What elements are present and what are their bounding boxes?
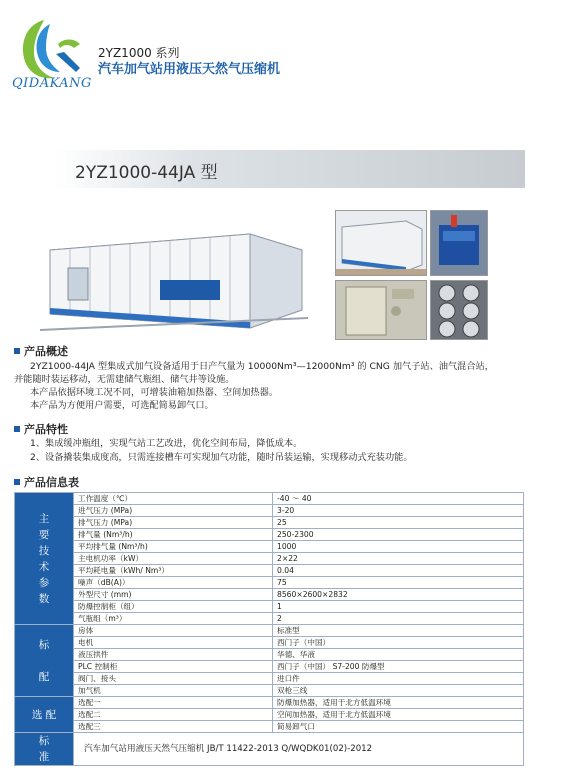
table-cell-value: 1 xyxy=(273,601,524,613)
overview-line-3: 本产品依据环境工况不同，可增装油箱加热器、空间加热器。 xyxy=(30,387,279,398)
brand-name: QIDAKANG xyxy=(12,76,92,91)
table-row xyxy=(15,625,524,637)
table-cell-name: 选配二 xyxy=(74,709,273,721)
table-cell-name: 选配一 xyxy=(74,697,273,709)
table-cell-value: 西门子（中国） S7-200 防爆型 xyxy=(273,661,524,673)
group-label-char: 标 xyxy=(38,638,50,651)
table-row xyxy=(15,697,524,709)
group-label-char: 标 xyxy=(38,735,50,747)
table-row xyxy=(15,541,524,553)
table-cell-name: 房体 xyxy=(74,625,273,637)
table-cell-name: 平均耗电量（kWh/ Nm³） xyxy=(74,565,273,577)
table-row xyxy=(15,721,524,733)
standard-text: 汽车加气站用液压天然气压缩机 JB/T 11422-2013 Q/WQDK01(02)-2012 xyxy=(74,733,524,766)
feature-line-1: 1、集成缓冲瓶组，实现气站工艺改进，优化空间布局，降低成本。 xyxy=(30,438,303,449)
table-cell-value: 75 xyxy=(273,577,524,589)
main-product-photo xyxy=(40,210,308,332)
table-cell-name: 主电机功率（kW） xyxy=(74,553,273,565)
square-bullet-icon xyxy=(14,348,20,354)
table-cell-value: 双枪三线 xyxy=(273,685,524,697)
overview-line-2: 并能随时装运移动，无需建储气瓶组、储气井等设施。 xyxy=(14,374,235,385)
group-label-char: 术 xyxy=(38,560,50,573)
table-cell-name: 气瓶组（m³） xyxy=(74,613,273,625)
table-row xyxy=(15,505,524,517)
table-cell-value: -40 ～ 40 xyxy=(273,493,524,505)
table-cell-value: 8560×2600×2832 xyxy=(273,589,524,601)
section-heading-overview xyxy=(14,343,68,359)
table-cell-value: 标准型 xyxy=(273,625,524,637)
table-cell-name: 排气压力 (MPa) xyxy=(74,517,273,529)
group-label-standard-config xyxy=(15,625,74,697)
square-bullet-icon xyxy=(14,426,20,432)
table-cell-value: 进口件 xyxy=(273,673,524,685)
section-heading-features xyxy=(14,421,68,437)
table-cell-name: 平均排气量 (Nm³/h) xyxy=(74,541,273,553)
table-row xyxy=(15,661,524,673)
group-label-char: 要 xyxy=(38,528,50,541)
table-row xyxy=(15,493,524,505)
table-row xyxy=(15,517,524,529)
photo-exterior xyxy=(335,210,427,276)
group-label-char: 配 xyxy=(38,670,50,683)
table-cell-name: 电机 xyxy=(74,637,273,649)
table-row xyxy=(15,553,524,565)
spec-heading-text: 产品信息表 xyxy=(24,476,79,489)
table-cell-name: 排气量 (Nm³/h) xyxy=(74,529,273,541)
group-label-char: 数 xyxy=(38,592,50,605)
series-label: 2YZ1000 系列 xyxy=(98,46,180,60)
photo-control-cabinet xyxy=(335,280,427,340)
group-label-char: 主 xyxy=(38,512,50,525)
table-row xyxy=(15,649,524,661)
table-row xyxy=(15,601,524,613)
table-row xyxy=(15,709,524,721)
table-cell-value: 2 xyxy=(273,613,524,625)
product-subtitle: 汽车加气站用液压天然气压缩机 xyxy=(98,62,281,77)
group-label-main-params xyxy=(15,493,74,625)
table-row xyxy=(15,637,524,649)
overview-line-4: 本产品为方便用户需要，可选配简易卸气口。 xyxy=(30,400,214,411)
group-label-standard xyxy=(15,733,74,766)
table-row xyxy=(15,733,524,766)
table-cell-value: 简易卸气口 xyxy=(273,721,524,733)
model-title: 2YZ1000-44JA 型 xyxy=(75,163,218,183)
square-bullet-icon xyxy=(14,479,20,485)
table-row xyxy=(15,589,524,601)
table-cell-name: 外型尺寸 (mm) xyxy=(74,589,273,601)
table-cell-name: 噪声（dB(A)） xyxy=(74,577,273,589)
table-cell-name: 工作温度（℃） xyxy=(74,493,273,505)
group-label-char: 准 xyxy=(38,751,50,763)
overview-heading-text: 产品概述 xyxy=(24,345,68,358)
table-cell-name: 加气机 xyxy=(74,685,273,697)
table-row xyxy=(15,673,524,685)
table-row xyxy=(15,565,524,577)
table-cell-name: 防爆控制柜（组） xyxy=(74,601,273,613)
photo-compressor-unit xyxy=(430,210,488,276)
table-cell-value: 0.04 xyxy=(273,565,524,577)
features-heading-text: 产品特性 xyxy=(24,423,68,436)
spec-table xyxy=(14,492,524,766)
table-cell-value: 250-2300 xyxy=(273,529,524,541)
table-cell-name: 进气压力 (MPa) xyxy=(74,505,273,517)
table-row xyxy=(15,613,524,625)
table-cell-value: 防爆加热器，适用于北方低温环境 xyxy=(273,697,524,709)
table-cell-value: 1000 xyxy=(273,541,524,553)
group-label-optional: 选 配 xyxy=(15,697,74,733)
table-cell-value: 3-20 xyxy=(273,505,524,517)
table-cell-value: 华德、华液 xyxy=(273,649,524,661)
overview-line-1: 2YZ1000-44JA 型集成式加气设备适用于日产气量为 10000Nm³—12000Nm³ 的 CNG 加气子站、油气混合站， xyxy=(30,361,494,372)
photo-gas-cylinders xyxy=(430,280,488,340)
section-heading-spec-table xyxy=(14,474,79,490)
table-cell-value: 2×22 xyxy=(273,553,524,565)
table-cell-name: 液压拱件 xyxy=(74,649,273,661)
table-cell-value: 空间加热器，适用于北方低温环境 xyxy=(273,709,524,721)
feature-line-2: 2、设备撬装集成度高，只需连接槽车可实现加气功能，随时吊装运输，实现移动式充装功能。 xyxy=(30,452,413,463)
table-cell-value: 西门子（中国） xyxy=(273,637,524,649)
table-row xyxy=(15,685,524,697)
table-cell-name: 阀门、接头 xyxy=(74,673,273,685)
table-row xyxy=(15,529,524,541)
group-label-char: 技 xyxy=(38,544,50,557)
group-label-char: 参 xyxy=(38,576,50,589)
table-cell-name: 选配三 xyxy=(74,721,273,733)
table-cell-name: PLC 控制柜 xyxy=(74,661,273,673)
table-cell-value: 25 xyxy=(273,517,524,529)
table-row xyxy=(15,577,524,589)
